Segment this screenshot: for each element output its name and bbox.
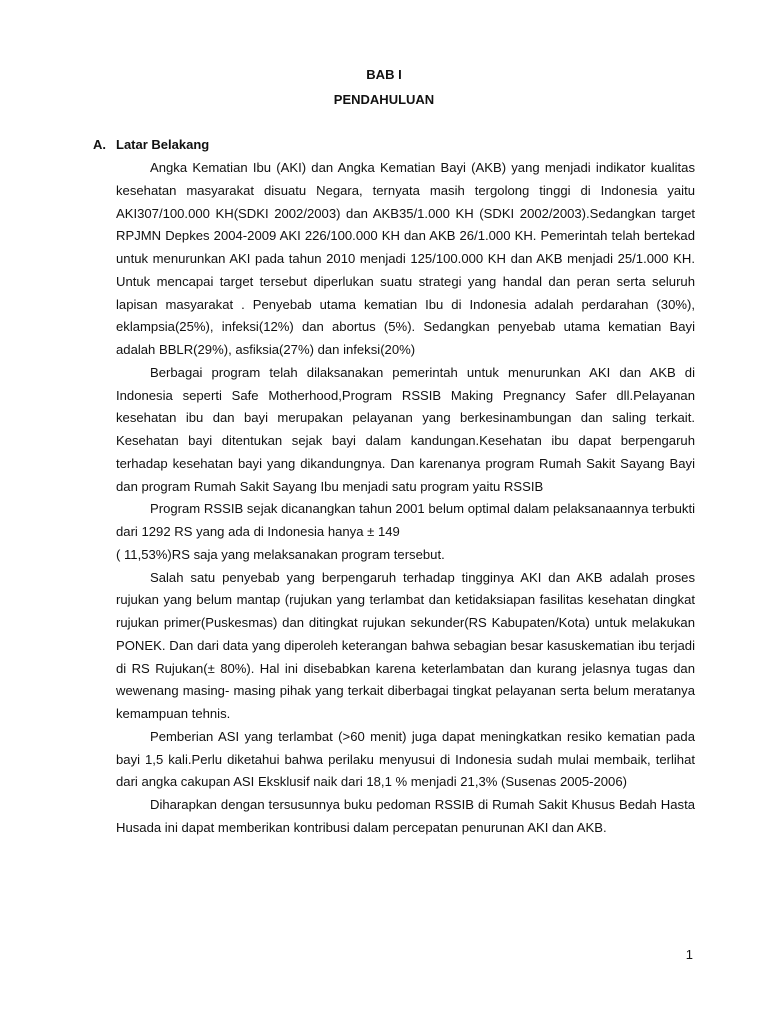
- page-number: 1: [685, 947, 693, 962]
- chapter-number: BAB I: [366, 67, 402, 82]
- section-letter: A.: [93, 137, 106, 152]
- paragraph: Pemberian ASI yang terlambat (>60 menit) juga dapat meningkatkan resiko kematian pada bayi 1,5 kali.Perlu diketahui bahwa perilaku menyusui di Indonesia sudah mulai membaik, terlihat dari angka cakupan ASI Eksklusif naik dari 18,1 % menjadi 21,3% (Susenas 2005-2006): [116, 728, 695, 790]
- section-heading: [93, 137, 209, 153]
- chapter-title: PENDAHULUAN: [333, 92, 435, 107]
- paragraph: Angka Kematian Ibu (AKI) dan Angka Kematian Bayi (AKB) yang menjadi indikator kualitas kesehatan masyarakat disuatu Negara, ternyata masih tergolong tinggi di Indonesia yaitu AKI307/100.000 KH(SDKI 2002/2003) dan AKB35/1.000 KH (SDKI 2002/2003).Sedangkan target RPJMN Depkes 2004-2009 AKI 226/100.000 KH dan AKB 26/1.000 KH. Pemerintah telah bertekad untuk menurunkan AKI pada tahun 2010 menjadi 125/100.000 KH dan AKB menjadi 25/1.000 KH. Untuk mencapai target tersebut diperlukan suatu strategi yang handal dan peran serta seluruh lapisan masyarakat . Penyebab utama kematian Ibu di Indonesia adalah perdarahan (30%), eklampsia(25%), infeksi(12%) dan abortus (5%). Sedangkan penyebab utama kematian Bayi adalah BBLR(29%), asfiksia(27%) dan infeksi(20%): [116, 160, 695, 357]
- section-title: Latar Belakang: [116, 137, 210, 152]
- paragraph: Program RSSIB sejak dicanangkan tahun 2001 belum optimal dalam pelaksanaannya terbukti dari 1292 RS yang ada di Indonesia hanya ± 149: [116, 501, 695, 539]
- paragraph: Berbagai program telah dilaksanakan pemerintah untuk menurunkan AKI dan AKB di Indonesia seperti Safe Motherhood,Program RSSIB Making Pregnancy Safer dll.Pelayanan kesehatan ibu dan bayi merupakan pelayanan yang berkesinambungan dan saling terkait. Kesehatan bayi ditentukan sejak bayi dalam kandungan.Kesehatan ibu dapat berpengaruh terhadap kesehatan bayi yang dikandungnya. Dan karenanya program Rumah Sakit Sayang Bayi dan program Rumah Sakit Sayang Ibu menjadi satu program yaitu RSSIB: [116, 364, 695, 494]
- paragraph: Salah satu penyebab yang berpengaruh terhadap tingginya AKI dan AKB adalah proses rujukan yang belum mantap (rujukan yang terlambat dan ketidaksiapan fasilitas kesehatan dingkat rujukan primer(Puskesmas) dan ditingkat rujukan sekunder(RS Kabupaten/Kota) untuk melakukan PONEK. Dan dari data yang diperoleh keterangan bahwa sebagian besar kasuskematian ibu terjadi di RS Rujukan(± 80%). Hal ini disebabkan karena keterlambatan dan kurang jelasnya tugas dan wewenang masing- masing pihak yang terkait diberbagai tingkat pelayanan serta belum meratanya kemampuan tehnis.: [116, 569, 695, 721]
- section-body: [116, 157, 695, 840]
- paragraph: Diharapkan dengan tersusunnya buku pedoman RSSIB di Rumah Sakit Khusus Bedah Hasta Husada ini dapat memberikan kontribusi dalam percepatan penurunan AKI dan AKB.: [116, 797, 695, 835]
- paragraph: ( 11,53%)RS saja yang melaksanakan program tersebut.: [116, 546, 445, 562]
